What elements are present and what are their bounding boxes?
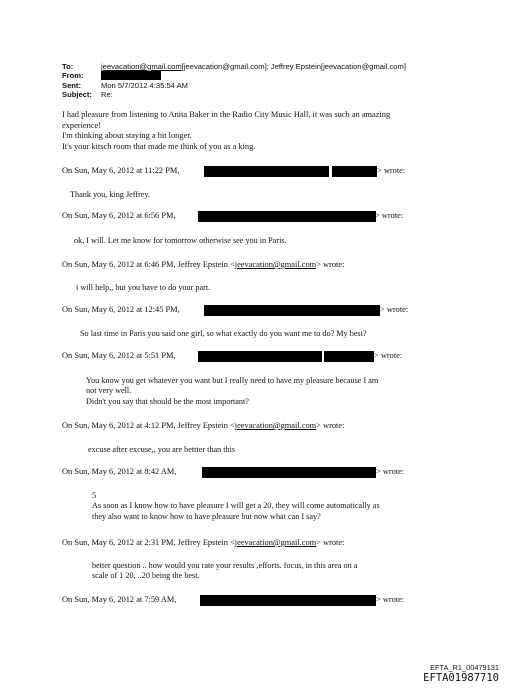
body-line: I'm thinking about staying a bit longer. — [62, 131, 192, 141]
bates-id-large: EFTA01987710 — [423, 672, 499, 684]
sent-value: Mon 5/7/2012 4:35:54 AM — [101, 80, 188, 90]
redaction-box — [101, 71, 161, 80]
redaction-box — [198, 351, 322, 362]
quote-header — [62, 595, 405, 606]
quote-header — [62, 260, 344, 271]
quote-header — [62, 305, 409, 316]
quoted-text: So last time in Paris you said one girl, so what exactly do you want me to do? My best? — [80, 329, 367, 338]
wrote-suffix: > wrote: — [380, 305, 409, 314]
quoted-line: Didn't you say that should be the most important? — [86, 396, 249, 406]
wrote-suffix: > wrote: — [375, 211, 404, 220]
quoted-text-block — [92, 491, 380, 522]
subject-label: Subject: — [62, 90, 92, 100]
quoted-text-block — [92, 561, 357, 582]
redaction-box — [202, 467, 376, 478]
sent-label: Sent: — [62, 80, 81, 90]
email-header — [62, 62, 406, 100]
body-line: It's your kitsch room that made me think of you as a king. — [62, 141, 256, 151]
quote-header — [62, 421, 344, 432]
quoted-line: As soon as I know how to have pleasure I will get a 20, they will come automatically as — [92, 501, 380, 511]
wrote-suffix: > wrote: — [374, 351, 403, 360]
quote-header — [62, 211, 404, 222]
quoted-text: ok, I will. Let me know for tomorrow otherwise see you in Paris. — [74, 236, 287, 245]
quoted-line: they also want to know how to have pleasure but now what can I say? — [92, 511, 321, 521]
subject-row — [62, 90, 406, 99]
wrote-suffix: > wrote: — [377, 166, 406, 175]
quote-header-text: On Sun, May 6, 2012 at 11:22 PM, — [62, 166, 180, 175]
to-label: To: — [62, 62, 74, 71]
redaction-box — [204, 166, 329, 177]
quoted-line: You know you get whatever you want but I really need to have my pleasure because I am — [86, 376, 379, 385]
to-row — [62, 62, 406, 71]
sent-row — [62, 81, 406, 90]
email-link[interactable]: jeevacation@gmail.com — [234, 538, 317, 547]
redaction-box — [204, 305, 380, 316]
quote-header-text: On Sun, May 6, 2012 at 6:46 PM, Jeffrey Epstein < — [62, 260, 235, 269]
to-email-link[interactable]: jeevacation@gmail.com — [101, 62, 182, 71]
quote-header — [62, 467, 405, 478]
quoted-text: excuse after excuse,, you are bettter than this — [88, 445, 236, 454]
subject-value: Re: — [101, 90, 113, 100]
quoted-line: better question .. how would you rate your results ,efforts. focus, in this area on a — [92, 561, 358, 570]
quote-header — [62, 538, 344, 549]
from-label: From: — [62, 71, 84, 81]
quote-header — [62, 351, 403, 362]
email-link[interactable]: jeevacation@gmail.com — [234, 421, 317, 430]
email-link[interactable]: jeevacation@gmail.com — [234, 260, 317, 269]
quoted-text: i will help,, but you have to do your part. — [76, 283, 211, 292]
to-value-rest: [jeevacation@gmail.com]; Jeffrey Epstein[jeevacation@gmail.com] — [181, 62, 406, 71]
from-row — [62, 71, 406, 80]
redaction-box — [198, 211, 376, 222]
quote-header-text: On Sun, May 6, 2012 at 2:31 PM, Jeffrey Epstein < — [62, 538, 235, 547]
redaction-box — [200, 595, 376, 606]
quote-header — [62, 166, 406, 177]
redaction-box — [332, 166, 377, 177]
quote-header-text: On Sun, May 6, 2012 at 7:59 AM, — [62, 595, 177, 604]
body-line: I had pleasure from listening to Anita Baker in the Radio City Music Hall, it was such an amazing — [62, 110, 391, 119]
quote-header-text: On Sun, May 6, 2012 at 8:42 AM, — [62, 467, 177, 476]
quote-header-text: On Sun, May 6, 2012 at 4:12 PM, Jeffrey Epstein < — [62, 421, 235, 430]
body-line: experience! — [62, 120, 102, 130]
quoted-line: scale of 1 20, ..20 being the best. — [92, 571, 200, 581]
quote-header-text: On Sun, May 6, 2012 at 12:45 PM, — [62, 305, 180, 314]
message-body — [62, 110, 390, 152]
quoted-text: Thank you, king Jeffrey. — [70, 190, 151, 199]
quote-header-text: On Sun, May 6, 2012 at 6:56 PM, — [62, 211, 176, 220]
redaction-box — [324, 351, 374, 362]
to-value — [101, 62, 406, 71]
wrote-suffix: > wrote: — [316, 538, 345, 547]
wrote-suffix: > wrote: — [376, 595, 405, 604]
quote-header-text: On Sun, May 6, 2012 at 5:51 PM, — [62, 351, 176, 360]
wrote-suffix: > wrote: — [376, 467, 405, 476]
wrote-suffix: > wrote: — [316, 421, 345, 430]
quoted-text-block — [86, 376, 378, 407]
quoted-line: not very well. — [86, 386, 132, 396]
wrote-suffix: > wrote: — [316, 260, 345, 269]
quoted-line: 5 — [92, 491, 97, 500]
bates-id-small: EFTA_R1_00479131 — [430, 663, 499, 672]
